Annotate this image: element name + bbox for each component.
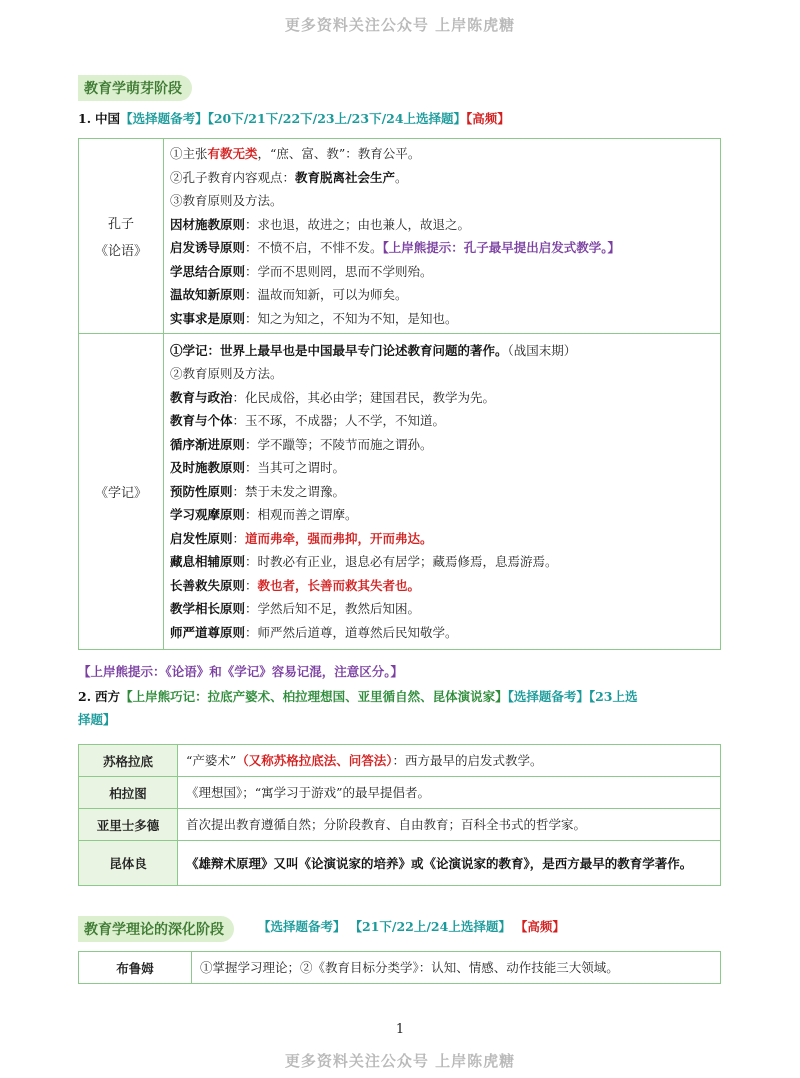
xueji-seg: ： — [232, 530, 246, 546]
west-desc-seg: “产婆术” — [186, 753, 237, 768]
xueji-line — [170, 362, 720, 386]
west-philosopher-desc — [178, 841, 721, 886]
header-watermark: 更多资料关注公众号 上岸陈虎糖 — [284, 16, 516, 34]
confucius-seg: ③教育原则及方法。 — [170, 193, 283, 208]
xueji-seg: 道而弗牵，强而弗抑，开而弗达。 — [245, 530, 433, 546]
confucius-line — [170, 213, 720, 237]
xueji-label-cell — [79, 334, 164, 650]
xueji-seg: ：玉不琢，不成器；人不学，不知道。 — [232, 413, 446, 429]
xueji-seg: ：时教必有正业，退息必有居学；藏焉修焉，息焉游焉。 — [245, 554, 558, 570]
confucius-seg: ①主张 — [170, 146, 208, 161]
west-mnemonic: 【上岸熊巧记：拉底产婆术、柏拉理想国、亚里循自然、昆体演说家】 — [120, 689, 508, 704]
west-desc-seg: 《理想国》；“寓学习于游戏”的最早提倡者。 — [186, 785, 431, 800]
west-philosopher-name: 亚里士多德 — [79, 809, 178, 841]
xueji-line — [170, 597, 720, 621]
page-number: 1 — [395, 1022, 405, 1037]
west-philosopher-desc — [178, 809, 721, 841]
xueji-line — [170, 550, 720, 574]
confucius-line — [170, 166, 720, 190]
xueji-line — [170, 386, 720, 410]
confucius-seg: ：求也退，故进之；由也兼人，故退之。 — [245, 216, 471, 232]
xueji-seg: 启发性原则 — [170, 530, 233, 546]
xueji-seg: 教育与个体 — [170, 413, 233, 429]
xueji-line — [170, 339, 720, 363]
xueji-seg: 藏息相辅原则 — [170, 554, 246, 570]
xueji-seg: ：学不躐等；不陵节而施之谓孙。 — [245, 436, 433, 452]
bloom-text: ①掌握学习理论；②《教育目标分类学》：认知、情感、动作技能三大领域。 — [192, 952, 721, 984]
xueji-line — [170, 621, 720, 645]
west-tag-years: 【23上选 — [588, 689, 638, 704]
west-desc-seg: 《雄辩术原理》又叫《论演说家的培养》或《论演说家的教育》，是西方最早的教育学著作。 — [186, 855, 693, 871]
xueji-line — [170, 527, 720, 551]
footer-watermark: 更多资料关注公众号 上岸陈虎糖 — [284, 1052, 516, 1070]
confucius-seg: 教育脱离社会生产 — [295, 169, 396, 185]
china-tag-years: 【20下/21下/22下/23上/23下/24上选择题】 — [207, 111, 467, 126]
confucius-line — [170, 189, 720, 213]
xueji-seg: ：禁于未发之谓豫。 — [232, 483, 346, 499]
west-philosopher-name: 苏格拉底 — [79, 745, 178, 777]
confucius-seg: ②孔子教育内容观点： — [170, 169, 296, 185]
confucius-seg: ，“庶、富、教”：教育公平。 — [257, 146, 421, 161]
confusion-hint: 【上岸熊提示：《论语》和《学记》容易记混，注意区分。】 — [78, 664, 404, 679]
west-desc-seg: ：西方最早的启发式教学。 — [392, 753, 543, 768]
confucius-seg: 【上岸熊提示：孔子最早提出启发式教学。】 — [382, 240, 621, 255]
china-number: 1. — [78, 111, 92, 126]
confucius-seg: 启发诱导原则 — [170, 240, 246, 255]
xueji-seg: 循序渐进原则 — [170, 436, 246, 452]
lunyu-title: 《论语》 — [94, 244, 147, 259]
confucius-seg: 有教无类 — [207, 146, 258, 161]
xueji-seg: ：化民成俗，其必由学；建国君民，教学为先。 — [232, 389, 496, 405]
west-label: 西方 — [95, 689, 121, 704]
xueji-line — [170, 409, 720, 433]
west-row — [79, 809, 721, 841]
confucius-seg: 。 — [395, 169, 408, 185]
confucius-seg: ：不愤不启，不悱不发。 — [245, 240, 383, 255]
confucius-name: 孔子 — [107, 217, 134, 232]
xueji-seg: ：学然后知不足，教然后知困。 — [245, 601, 421, 617]
confucius-line — [170, 236, 720, 260]
xueji-seg: ：相观而善之谓摩。 — [245, 507, 358, 523]
confucius-seg: 实事求是原则 — [170, 310, 246, 326]
section2-tag-high-frequency: 【高频】 — [514, 919, 565, 934]
west-number: 2. — [78, 689, 92, 704]
confucius-line — [170, 142, 720, 166]
xueji-seg: ②教育原则及方法。 — [170, 366, 283, 382]
china-table — [78, 138, 721, 650]
west-row — [79, 841, 721, 886]
xueji-seg: 学习观摩原则 — [170, 507, 246, 523]
xueji-seg: 长善救失原则 — [170, 577, 246, 593]
west-philosopher-desc — [178, 777, 721, 809]
xueji-line — [170, 456, 720, 480]
west-row — [79, 745, 721, 777]
xueji-seg: ：师严然后道尊，道尊然后民知敬学。 — [245, 624, 458, 640]
confucius-seg: 因材施教原则 — [170, 216, 246, 232]
xueji-line — [170, 503, 720, 527]
xueji-line — [170, 480, 720, 504]
xueji-title: 《学记》 — [94, 486, 147, 501]
confucius-seg: ：学而不思则罔，思而不学则殆。 — [245, 263, 433, 279]
section-title-theory-deepening-stage: 教育学理论的深化阶段 — [78, 916, 234, 942]
xueji-seg: 教也者，长善而救其失者也。 — [257, 577, 421, 593]
xueji-seg: 师严道尊原则 — [170, 624, 246, 640]
china-label: 中国 — [95, 111, 121, 126]
xueji-seg: ①学记：世界上最早也是中国最早专门论述教育问题的著作。 — [170, 342, 508, 358]
west-table — [78, 744, 721, 886]
west-row — [79, 777, 721, 809]
confucius-line — [170, 260, 720, 284]
xueji-line — [170, 433, 720, 457]
xueji-seg: 及时施教原则 — [170, 460, 246, 476]
confucius-content — [164, 139, 721, 334]
west-heading — [78, 688, 728, 729]
china-tag-exam-prep: 【选择题备考】 — [120, 111, 208, 126]
confucius-label-cell — [79, 139, 164, 334]
confucius-lines — [170, 142, 720, 330]
china-tag-high-frequency: 【高频】 — [466, 111, 510, 126]
west-desc-seg: （又称苏格拉底法、问答法） — [236, 753, 393, 768]
xueji-line — [170, 574, 720, 598]
section2-tags — [258, 918, 565, 936]
section2-tag-years: 【21下/22上/24上选择题】 — [349, 919, 511, 934]
confucius-line — [170, 307, 720, 331]
confucius-seg: ：知之为知之，不知为不知，是知也。 — [245, 310, 458, 326]
xueji-seg: ： — [245, 577, 258, 593]
bloom-table — [78, 951, 721, 984]
west-philosopher-desc — [178, 745, 721, 777]
xueji-seg: （战国末期） — [507, 342, 577, 358]
xueji-seg: ：当其可之谓时。 — [245, 460, 346, 476]
xueji-seg: 预防性原则 — [170, 483, 233, 499]
bloom-name: 布鲁姆 — [79, 952, 192, 984]
china-heading — [78, 110, 510, 128]
xueji-content — [164, 334, 721, 650]
confucius-seg: 学思结合原则 — [170, 263, 246, 279]
west-tag-years-cont: 择题】 — [78, 712, 116, 727]
west-philosopher-name: 柏拉图 — [79, 777, 178, 809]
west-tag-exam-prep: 【选择题备考】 — [507, 689, 589, 704]
section2-tag-exam-prep: 【选择题备考】 — [258, 919, 346, 934]
west-desc-seg: 首次提出教育遵循自然；分阶段教育、自由教育；百科全书式的哲学家。 — [186, 817, 587, 832]
west-philosopher-name: 昆体良 — [79, 841, 178, 886]
xueji-seg: 教育与政治 — [170, 389, 233, 405]
confucius-seg: ：温故而知新，可以为师矣。 — [245, 287, 408, 302]
xueji-lines — [170, 339, 720, 645]
confucius-line — [170, 283, 720, 307]
confucius-seg: 温故知新原则 — [170, 287, 246, 302]
section-title-sprouting-stage: 教育学萌芽阶段 — [78, 75, 192, 101]
xueji-seg: 教学相长原则 — [170, 601, 246, 617]
